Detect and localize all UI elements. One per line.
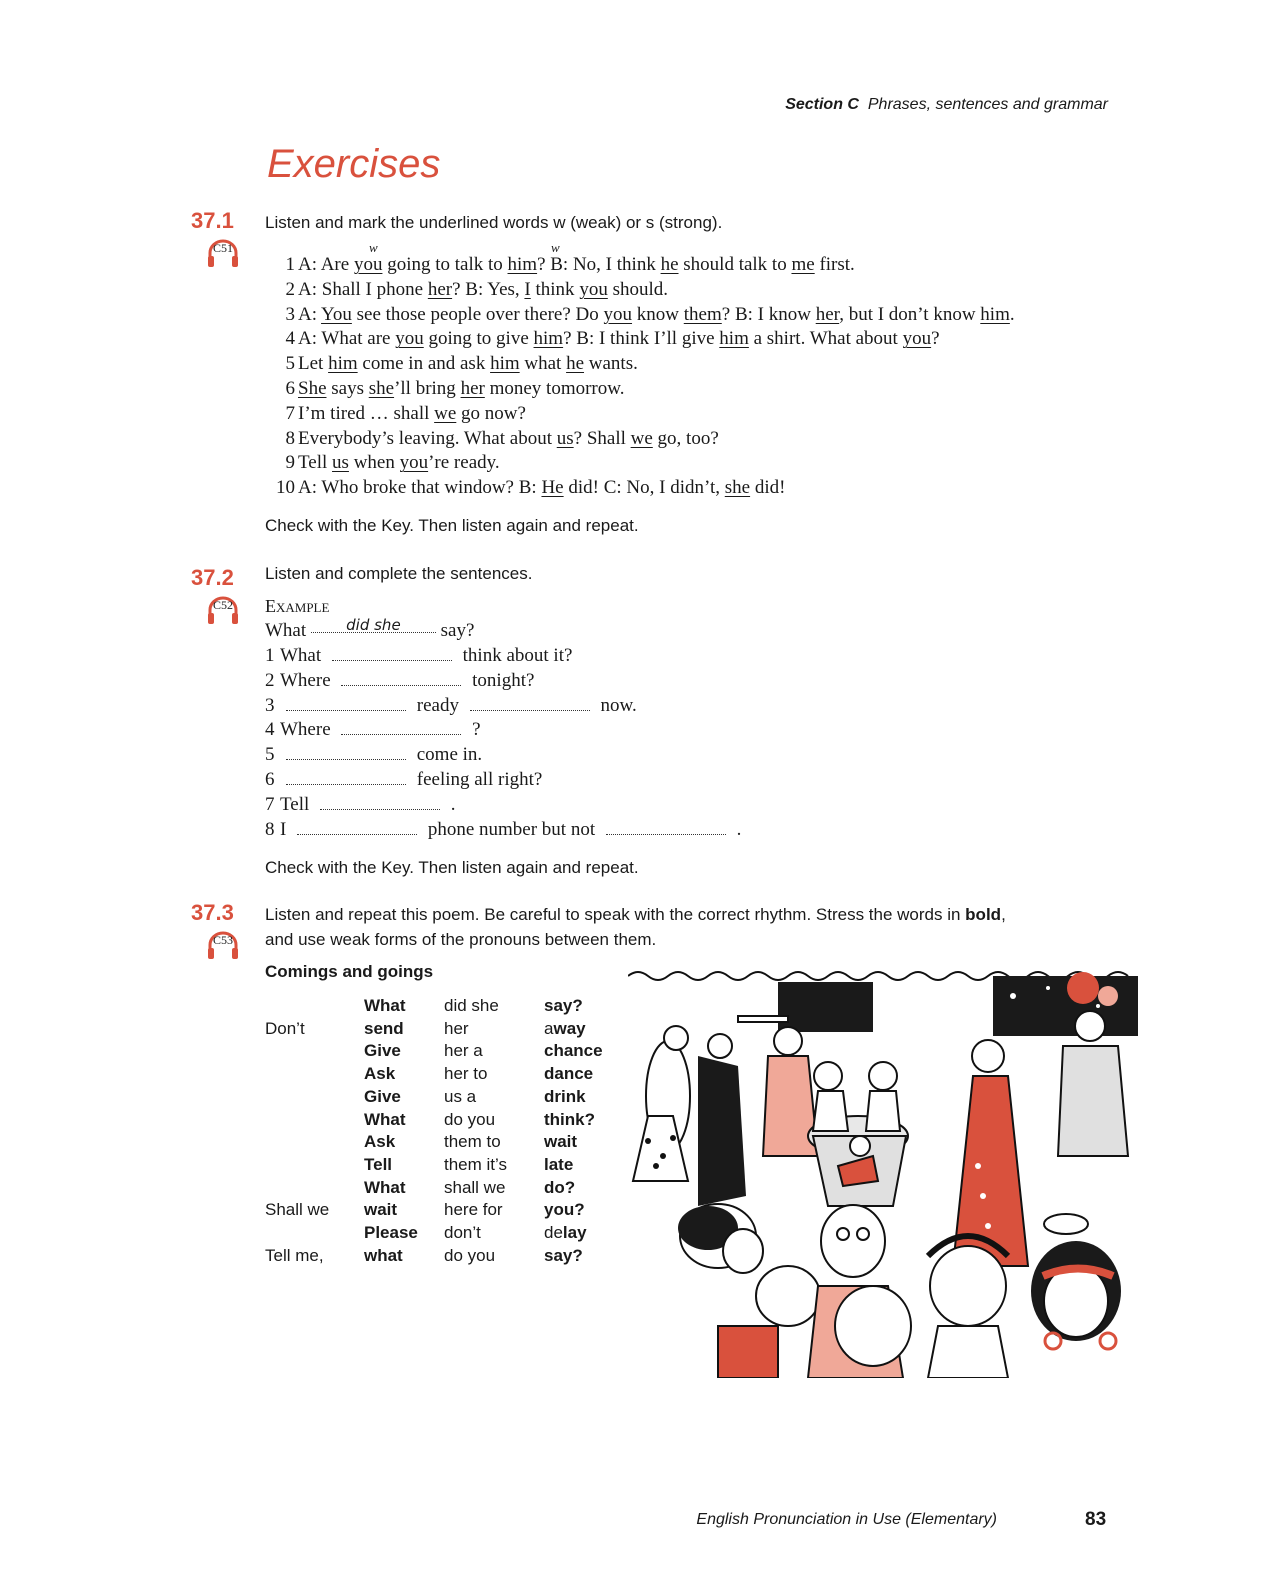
- sentence-text: ? B: I know: [721, 303, 816, 325]
- underlined-word[interactable]: you: [579, 278, 608, 300]
- answer-blank[interactable]: [286, 747, 406, 760]
- track-number: C51: [212, 241, 233, 255]
- line-number: 6: [265, 769, 275, 790]
- sentence-text: I’m tired … shall: [298, 402, 435, 424]
- line-number: 8: [285, 427, 295, 449]
- underlined-word[interactable]: him: [328, 353, 358, 375]
- sentence-text: tonight?: [472, 669, 535, 691]
- answer-blank[interactable]: [606, 822, 726, 835]
- sentence-text: think: [530, 278, 580, 300]
- poem-end-word: say?: [544, 1245, 583, 1265]
- line-number: 7: [285, 402, 295, 424]
- line-number: 3: [285, 303, 295, 325]
- sentence-text: wants.: [584, 353, 638, 375]
- sentence-text: money tomorrow.: [484, 378, 625, 399]
- underlined-word[interactable]: she: [724, 477, 751, 499]
- poem-end-word: drink: [544, 1086, 586, 1106]
- poem-stress-word: Give: [364, 1041, 401, 1061]
- underlined-word[interactable]: She: [298, 378, 327, 399]
- poem-weak-words: her a: [444, 1041, 483, 1061]
- poem-stress-word: what: [364, 1245, 403, 1265]
- line-number: 4: [285, 328, 295, 350]
- underlined-word[interactable]: him: [533, 328, 564, 350]
- sentence-text: What: [280, 645, 322, 666]
- sentence-text: , but I don’t know: [839, 303, 981, 325]
- exercise-line: [265, 477, 785, 499]
- poem-stress-word: wait: [364, 1200, 398, 1220]
- exercise-line: [265, 819, 741, 841]
- sentence-text: Tell: [298, 452, 333, 474]
- underlined-word[interactable]: me: [791, 254, 815, 275]
- exercise-line: [265, 744, 482, 766]
- answer-blank[interactable]: [311, 616, 436, 634]
- poem-stress-word: What: [364, 1177, 406, 1197]
- underlined-word[interactable]: him: [719, 328, 749, 350]
- example-line: [265, 616, 475, 642]
- poem-stress-word: Tell: [364, 1154, 393, 1174]
- underlined-word[interactable]: he: [566, 353, 585, 375]
- line-number: 2: [265, 669, 275, 691]
- poem-stress-word: Ask: [364, 1132, 396, 1152]
- weak-mark: w: [551, 240, 560, 255]
- underlined-word[interactable]: us: [332, 452, 349, 474]
- line-number: 1: [285, 254, 295, 275]
- answer-blank[interactable]: [341, 673, 461, 686]
- underlined-word[interactable]: we: [630, 427, 653, 449]
- sentence-text: phone number but not: [427, 818, 596, 840]
- exercise-line: [265, 769, 542, 791]
- weak-mark: w: [369, 240, 378, 255]
- line-number: 3: [265, 694, 275, 716]
- exercise-number: 37.2: [191, 565, 234, 590]
- sentence-text: Let: [298, 353, 329, 375]
- poem-title: Comings and goings: [265, 962, 434, 981]
- sentence-text: ’re ready.: [428, 452, 500, 474]
- sentence-text: first.: [814, 254, 855, 275]
- check-instruction: Check with the Key. Then listen again and repeat.: [265, 516, 639, 535]
- instruction: Listen and repeat this poem. Be careful to speak with the correct rhythm. Stress the words in bold,: [265, 905, 1006, 924]
- poem-weak-words: did she: [444, 996, 499, 1015]
- poem-end-word: wait: [544, 1132, 578, 1152]
- exercise-line: [265, 428, 719, 450]
- track-number: C53: [212, 933, 233, 947]
- poem-end-word: late: [544, 1154, 574, 1174]
- line-number: 8: [265, 818, 275, 840]
- underlined-word[interactable]: I: [524, 278, 531, 300]
- exercise-number: 37.1: [191, 208, 234, 233]
- sentence-text: when: [348, 452, 400, 474]
- underlined-word[interactable]: he: [660, 254, 679, 275]
- answer-blank[interactable]: [332, 648, 452, 661]
- sentence-text: should.: [607, 278, 668, 300]
- poem-weak-words: shall we: [444, 1177, 506, 1197]
- exercise-line: [265, 254, 855, 276]
- exercise-number: 37.3: [191, 900, 234, 925]
- sentence-text: ? Shall: [573, 427, 631, 449]
- headphones-icon[interactable]: [206, 595, 240, 625]
- footer-book-title: English Pronunciation in Use (Elementary): [696, 1511, 997, 1528]
- sentence-text: did!: [750, 477, 786, 499]
- sentence-text: did! C: No, I didn’t,: [563, 477, 725, 499]
- underlined-word[interactable]: You: [321, 303, 352, 325]
- answer-blank[interactable]: [341, 722, 461, 735]
- exercise-line: [265, 452, 500, 474]
- sentence-text: going to talk to: [382, 254, 508, 275]
- poem-stress-word: send: [364, 1018, 404, 1038]
- running-head: [0, 96, 1108, 114]
- poem-stress-word: Please: [364, 1223, 418, 1242]
- sentence-text: .: [450, 793, 456, 815]
- track-number: C52: [212, 598, 233, 612]
- sentence-text: Tell: [280, 793, 310, 815]
- answer-blank[interactable]: [286, 772, 406, 785]
- instruction: and use weak forms of the pronouns between them.: [265, 930, 657, 949]
- exercise-line: [265, 304, 1015, 326]
- underlined-word[interactable]: you: [353, 254, 383, 275]
- line-number: 5: [285, 353, 295, 375]
- exercise-line: [265, 670, 534, 692]
- sentence-text: go now?: [456, 402, 526, 424]
- poem-end-word: away: [544, 1018, 586, 1038]
- answer-blank[interactable]: [286, 698, 406, 711]
- sentence-text: .: [736, 818, 742, 840]
- poem-weak-words: them to: [444, 1132, 501, 1152]
- sentence-text: feeling all right?: [416, 769, 543, 790]
- underlined-word[interactable]: her: [460, 378, 485, 399]
- sentence-text: A:: [298, 303, 322, 325]
- poem-end-word: dance: [544, 1064, 594, 1084]
- sentence-text: ?: [472, 719, 481, 741]
- underlined-word[interactable]: us: [556, 427, 574, 449]
- underlined-word[interactable]: you: [395, 328, 424, 350]
- line-number: 9: [285, 452, 295, 474]
- poem-weak-words: them it’s: [444, 1154, 507, 1174]
- sentence-text: A: What are: [298, 328, 396, 350]
- page-number: 83: [1085, 1509, 1107, 1530]
- instruction: Listen and mark the underlined words w (weak) or s (strong).: [265, 213, 723, 232]
- poem-end-word: delay: [544, 1223, 587, 1242]
- sentence-text: know: [632, 303, 684, 325]
- line-number: 10: [276, 477, 295, 499]
- poem-end-word: think?: [544, 1109, 595, 1129]
- example-word: say?: [440, 620, 475, 641]
- underlined-word[interactable]: we: [434, 402, 457, 424]
- sentence-text: A: Who broke that window? B:: [298, 477, 542, 499]
- headphones-icon[interactable]: [206, 930, 240, 960]
- sentence-text: A: Are: [298, 254, 354, 275]
- poem-lead: Tell me,: [265, 1245, 324, 1265]
- check-instruction: Check with the Key. Then listen again and repeat.: [265, 858, 639, 877]
- sentence-text: Where: [280, 669, 331, 691]
- sentence-text: ?: [931, 328, 940, 350]
- underlined-word[interactable]: them: [683, 303, 722, 325]
- poem-weak-words: here for: [444, 1200, 503, 1220]
- poem-weak-words: her to: [444, 1064, 488, 1084]
- underlined-word[interactable]: him: [490, 353, 520, 375]
- sentence-text: come in and ask: [357, 353, 491, 375]
- underlined-word[interactable]: she: [368, 378, 395, 399]
- page-title: Exercises: [267, 142, 441, 186]
- line-number: 1: [265, 645, 275, 666]
- sentence-text: I: [280, 818, 287, 840]
- underlined-word[interactable]: her: [815, 303, 840, 325]
- example-answer: did she: [346, 616, 401, 634]
- exercise-line: [265, 719, 481, 741]
- headphones-icon[interactable]: [206, 238, 240, 268]
- underlined-word[interactable]: you: [902, 328, 932, 350]
- sentence-text: should talk to: [678, 254, 792, 275]
- sentence-text: going to give: [423, 328, 534, 350]
- sentence-text: says: [326, 378, 369, 399]
- section-label: Section C: [785, 96, 859, 113]
- exercise-line: [265, 353, 638, 375]
- exercise-line: [265, 328, 940, 350]
- sentence-text: .: [1009, 303, 1015, 325]
- poem-weak-words: don’t: [444, 1223, 481, 1242]
- exercise-line: [265, 645, 572, 667]
- underlined-word[interactable]: He: [541, 477, 564, 499]
- poem-lead: Don’t: [265, 1018, 305, 1038]
- instruction: Listen and complete the sentences.: [265, 564, 533, 583]
- example-label: Example: [265, 596, 330, 616]
- poem-weak-words: do you: [444, 1245, 496, 1265]
- sentence-text: ready: [416, 694, 459, 716]
- poem-weak-words: her: [444, 1018, 469, 1038]
- underlined-word[interactable]: him: [980, 303, 1010, 325]
- sentence-text: now.: [600, 694, 637, 716]
- underlined-word[interactable]: you: [603, 303, 633, 325]
- exercise-line: [265, 378, 625, 400]
- poem-lead: Shall we: [265, 1200, 330, 1220]
- line-number: 5: [265, 744, 275, 766]
- sentence-text: Everybody’s leaving. What about: [298, 427, 557, 449]
- sentence-text: A: Shall I phone: [298, 278, 428, 300]
- underlined-word[interactable]: him: [507, 254, 538, 275]
- poem-end-word: say?: [544, 996, 583, 1015]
- poem-stress-word: Ask: [364, 1064, 396, 1084]
- sentence-text: ? B: I think I’ll give: [563, 328, 720, 350]
- answer-blank[interactable]: [297, 822, 417, 835]
- section-title: Phrases, sentences and grammar: [867, 96, 1108, 113]
- line-number: 4: [265, 719, 275, 741]
- exercise-line: [265, 403, 526, 425]
- answer-blank[interactable]: [320, 797, 440, 810]
- underlined-word[interactable]: you: [399, 452, 429, 474]
- party-illustration: [628, 966, 1138, 1378]
- answer-blank[interactable]: [470, 698, 590, 711]
- exercise-line: [265, 279, 668, 301]
- poem-end-word: you?: [544, 1200, 585, 1220]
- sentence-text: think about it?: [462, 645, 573, 666]
- poem-stress-word: What: [364, 996, 406, 1015]
- poem-end-word: do?: [544, 1177, 576, 1197]
- sentence-text: see those people over there? Do: [351, 303, 604, 325]
- sentence-text: ? B: No, I think: [537, 254, 661, 275]
- poem-weak-words: do you: [444, 1109, 496, 1129]
- poem-end-word: chance: [544, 1041, 603, 1061]
- sentence-text: what: [519, 353, 567, 375]
- poem-stress-word: What: [364, 1109, 406, 1129]
- sentence-text: ’ll bring: [394, 378, 461, 399]
- sentence-text: Where: [280, 719, 331, 741]
- sentence-text: ? B: Yes,: [452, 278, 525, 300]
- poem-stress-word: Give: [364, 1086, 401, 1106]
- line-number: 7: [265, 793, 275, 815]
- exercise-line: [265, 794, 456, 816]
- sentence-text: come in.: [416, 744, 483, 766]
- underlined-word[interactable]: her: [427, 278, 453, 300]
- line-number: 6: [285, 378, 295, 399]
- line-number: 2: [285, 278, 295, 300]
- sentence-text: go, too?: [652, 427, 719, 449]
- sentence-text: a shirt. What about: [748, 328, 903, 350]
- example-word: What: [265, 620, 307, 641]
- poem-weak-words: us a: [444, 1086, 477, 1106]
- exercise-line: [265, 695, 637, 717]
